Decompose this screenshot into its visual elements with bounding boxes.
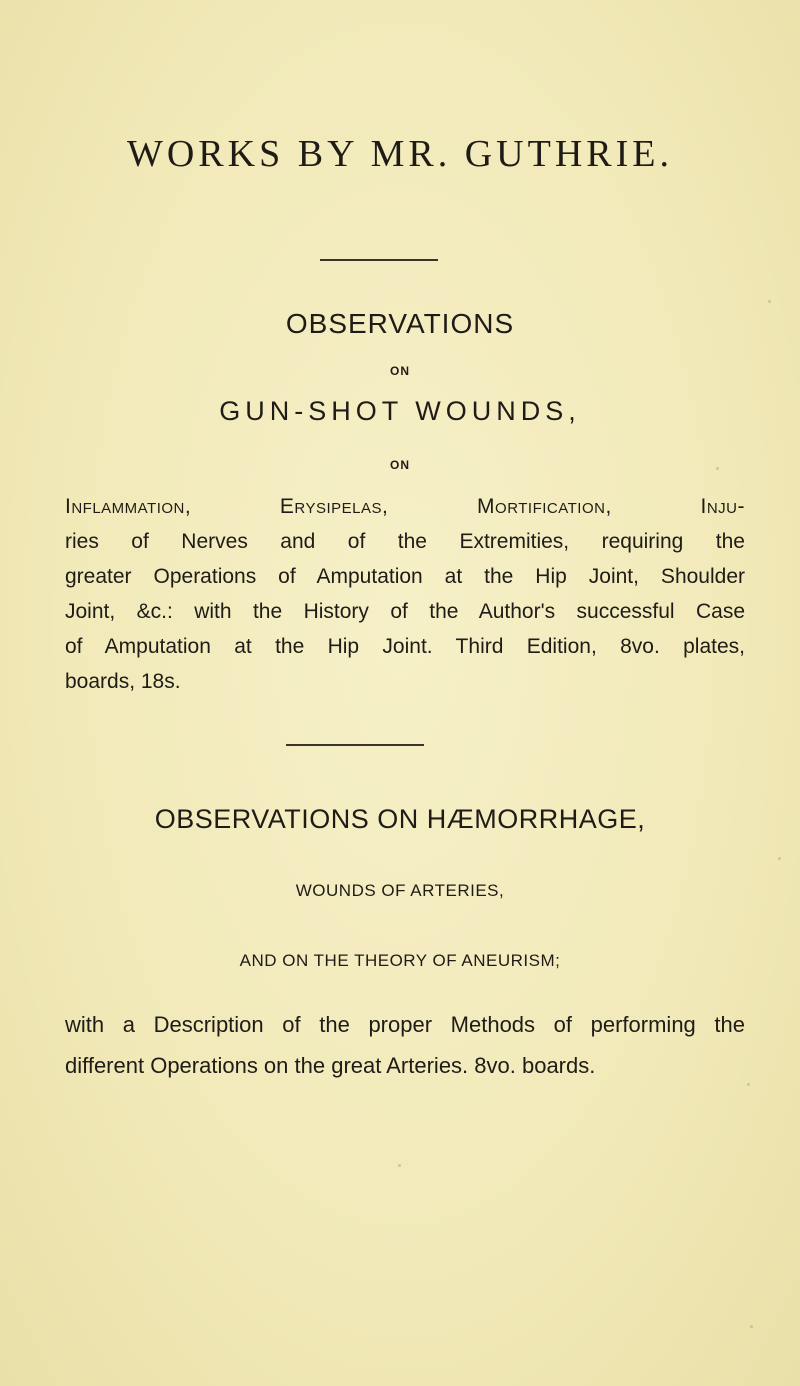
paper-speck — [778, 857, 781, 860]
page-title: WORKS BY MR. GUTHRIE. — [127, 133, 673, 175]
paper-speck — [398, 1164, 401, 1167]
book1-title: OBSERVATIONS — [285, 308, 515, 339]
book1-description — [65, 489, 745, 699]
description-line: Inflammation, Erysipelas, Mortification, Inju- — [65, 495, 745, 518]
section-divider — [320, 259, 438, 261]
book2-description — [65, 1004, 745, 1086]
description-line: different Operations on the great Arteries. 8vo. boards. — [65, 1053, 596, 1078]
book1-on-connector-2: ON — [390, 458, 410, 472]
description-line: with a Description of the proper Methods of performing the — [65, 1012, 745, 1037]
description-line: greater Operations of Amputation at the Hip Joint, Shoulder — [65, 565, 745, 588]
book2-title: OBSERVATIONS ON HÆMORRHAGE, — [154, 804, 646, 834]
paper-speck — [768, 300, 771, 303]
description-line: of Amputation at the Hip Joint. Third Edition, 8vo. plates, — [65, 635, 745, 658]
book1-subject: GUN-SHOT WOUNDS, — [219, 396, 581, 426]
paper-speck — [747, 1083, 750, 1086]
paper-speck — [750, 1325, 753, 1328]
book2-subtitle-2: AND ON THE THEORY OF ANEURISM; — [239, 951, 561, 970]
book1-on-connector: ON — [390, 364, 410, 378]
description-line: boards, 18s. — [65, 670, 181, 693]
paper-speck — [716, 467, 719, 470]
description-line: ries of Nerves and of the Extremities, requiring the — [65, 530, 745, 553]
book2-subtitle: WOUNDS OF ARTERIES, — [295, 881, 505, 900]
description-line: Joint, &c.: with the History of the Author's successful Case — [65, 600, 745, 623]
section-divider-2 — [286, 744, 424, 746]
